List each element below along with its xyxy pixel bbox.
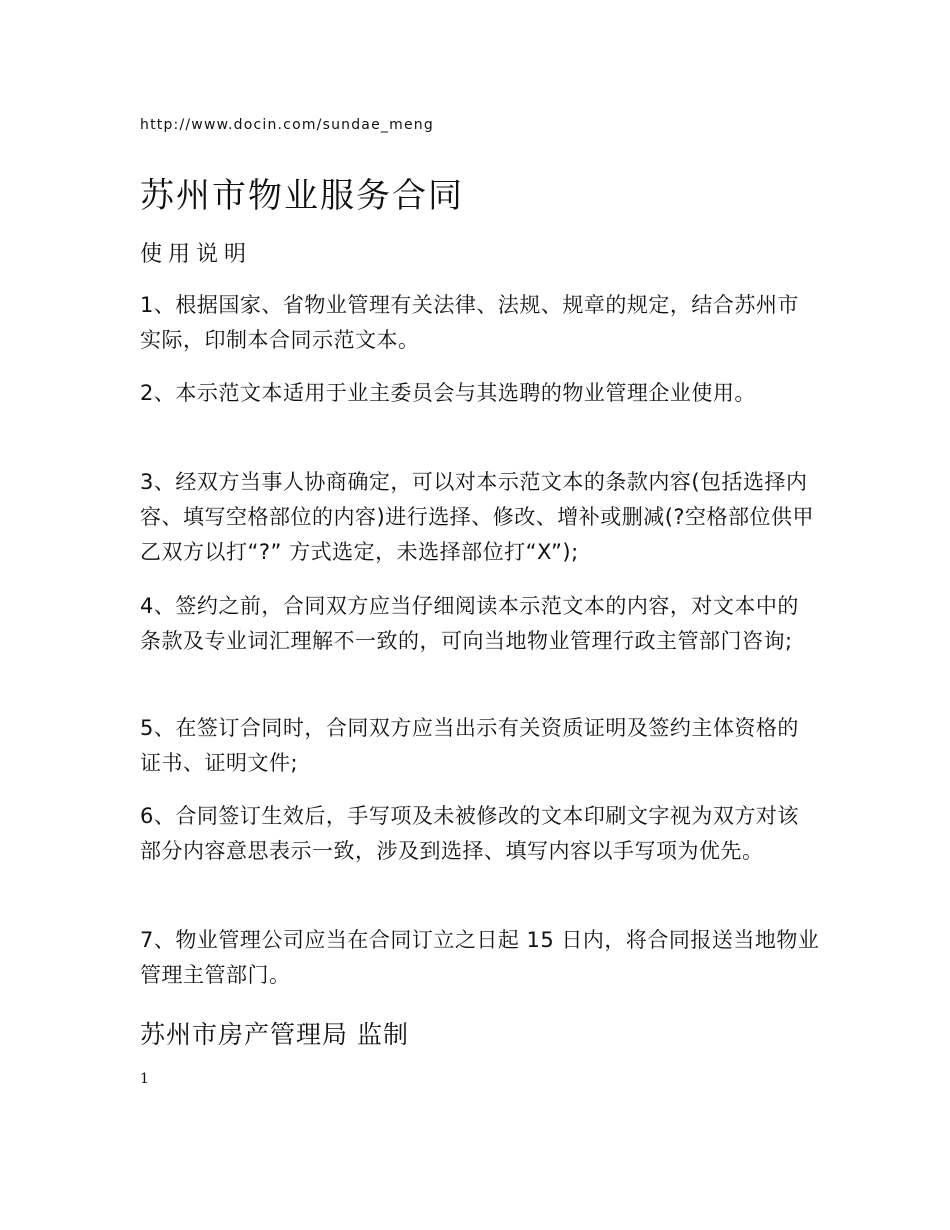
paragraph-6: 6、合同签订生效后，手写项及未被修改的文本印刷文字视为双方对该部分内容意思表示一致，涉及到选择、填写内容以手写项为优先。 [140, 804, 799, 863]
source-url: http://www.docin.com/sundae_meng [140, 117, 434, 133]
paragraph-1: 1、根据国家、省物业管理有关法律、法规、规章的规定，结合苏州市实际，印制本合同示范文本。 [140, 293, 799, 352]
supervisor-line: 苏州市房产管理局 监制 [140, 1020, 409, 1049]
document-title: 苏州市物业服务合同 [140, 176, 464, 216]
paragraph-2: 2、本示范文本适用于业主委员会与其选聘的物业管理企业使用。 [140, 381, 756, 405]
paragraph-7: 7、物业管理公司应当在合同订立之日起 15 日内，将合同报送当地物业管理主管部门。 [140, 928, 820, 987]
paragraph-5: 5、在签订合同时，合同双方应当出示有关资质证明及签约主体资格的证书、证明文件; [140, 716, 799, 775]
document-subtitle: 使用说明 [140, 242, 253, 267]
page-number: 1 [140, 1071, 149, 1087]
paragraph-3: 3、经双方当事人协商确定，可以对本示范文本的条款内容(包括选择内容、填写空格部位的内容)进行选择、修改、增补或删减(?空格部位供甲乙双方以打“?” 方式选定，未选择部位打“X”); [140, 470, 815, 564]
paragraph-4: 4、签约之前，合同双方应当仔细阅读本示范文本的内容，对文本中的条款及专业词汇理解不一致的，可向当地物业管理行政主管部门咨询; [140, 594, 799, 653]
